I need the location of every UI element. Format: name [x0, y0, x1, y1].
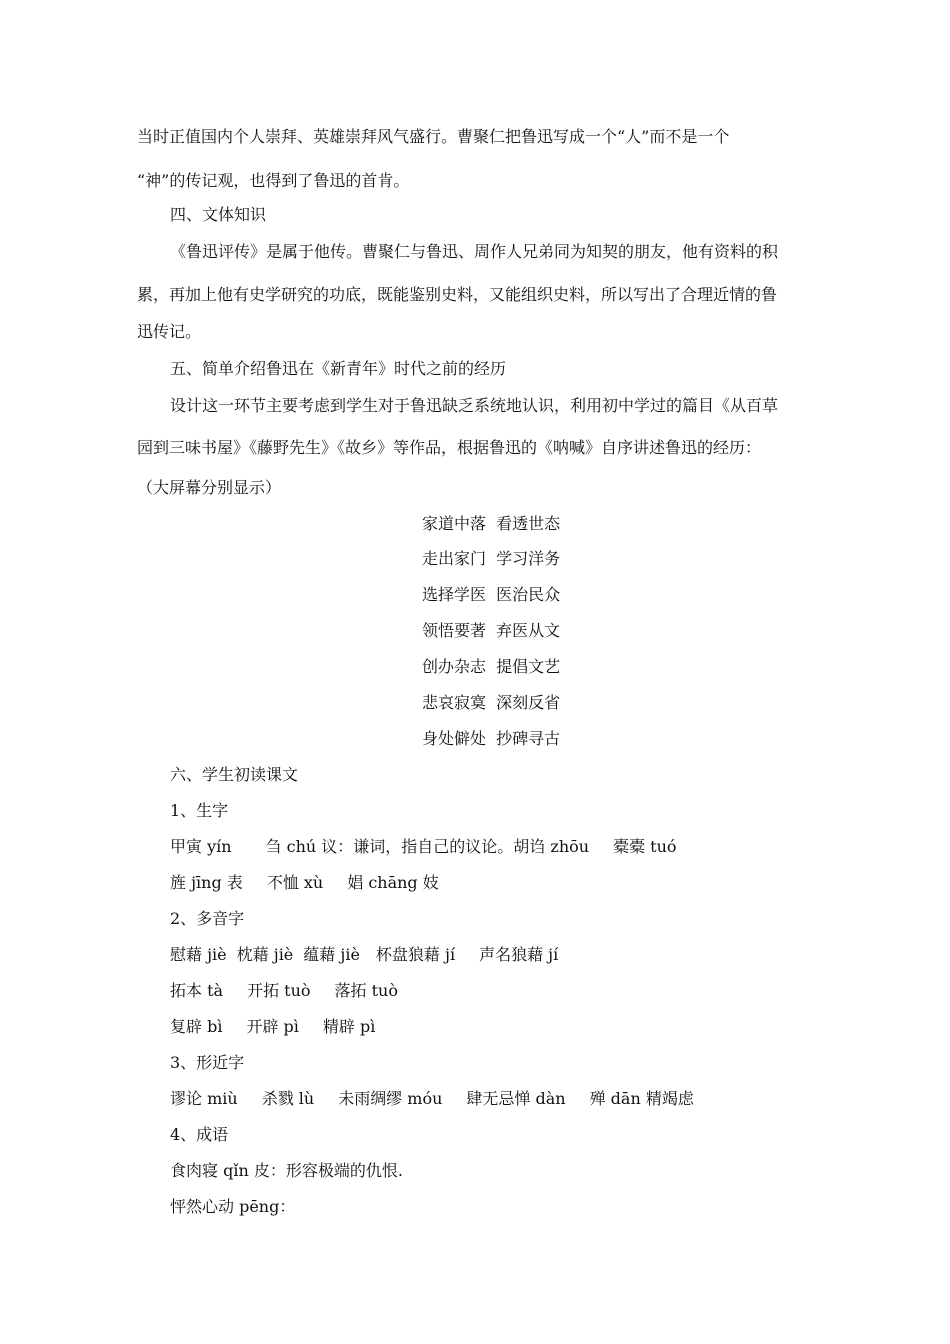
paragraph-line: 累，再加上他有史学研究的功底，既能鉴别史料，又能组织史料，所以写出了合理近情的鲁 [137, 285, 778, 304]
stage-line: 选择学医 医治民众 [422, 585, 561, 604]
vocab-item: 精辟 pì [322, 1017, 376, 1036]
vocab-item: 蕴藉 jiè [303, 945, 360, 964]
stage-line: 悲哀寂寞 深刻反省 [422, 693, 561, 712]
vocab-item: 甲寅 yín [170, 837, 232, 856]
subsection-title: 4、成语 [170, 1125, 229, 1144]
vocab-item: 刍 chú 议：谦词，指自己的议论。胡诌 zhōu [265, 837, 590, 856]
stage-line: 领悟要著 弃医从文 [422, 621, 561, 640]
vocab-item: 枕藉 jiè [236, 945, 294, 964]
vocab-item: 开辟 pì [246, 1017, 299, 1036]
subsection-title: 1、生字 [170, 801, 229, 820]
vocab-row [170, 981, 398, 1001]
paragraph-line: 《鲁迅评传》是属于他传。曹聚仁与鲁迅、周作人兄弟同为知契的朋友，他有资料的积 [170, 242, 779, 261]
vocab-item: 不恤 xù [266, 873, 324, 892]
vocab-item: 拓本 tà [170, 981, 224, 1000]
vocab-row [170, 837, 677, 857]
stage-line: 身处僻处 抄碑寻古 [422, 729, 561, 748]
vocab-item: 声名狼藉 jí [479, 945, 559, 964]
vocab-item: 慰藉 jiè [170, 945, 227, 964]
vocab-item: 落拓 tuò [334, 981, 398, 1000]
vocab-item: 谬论 miù [170, 1089, 238, 1108]
vocab-item: 肆无忌惮 dàn [466, 1089, 566, 1108]
subsection-title: 3、形近字 [170, 1053, 245, 1072]
paragraph-line: 园到三味书屋》《藤野先生》《故乡》等作品，根据鲁迅的《呐喊》自序讲述鲁迅的经历： [137, 438, 762, 457]
vocab-item: 旌 jīng 表 [170, 873, 243, 892]
vocab-item: 杯盘狼藉 jí [375, 945, 456, 964]
vocab-item: 娼 chāng 妓 [347, 873, 439, 892]
section-heading-6: 六、学生初读课文 [170, 765, 299, 784]
section-heading-4: 四、文体知识 [170, 205, 267, 224]
vocab-row [170, 945, 558, 965]
vocab-row [170, 1089, 694, 1109]
vocab-item: 殚 dān 精竭虑 [589, 1089, 694, 1108]
paragraph-line: 当时正值国内个人崇拜、英雄崇拜风气盛行。曹聚仁把鲁迅写成一个“人”而不是一个 [137, 127, 730, 146]
vocab-item: 开拓 tuò [247, 981, 311, 1000]
section-heading-5: 五、简单介绍鲁迅在《新青年》时代之前的经历 [170, 359, 507, 378]
vocab-row [170, 1017, 375, 1037]
vocab-item: 复辟 bì [170, 1017, 223, 1036]
vocab-item: 杀戮 lù [261, 1089, 315, 1108]
idiom-line: 怦然心动 pēng： [170, 1197, 296, 1216]
stage-line: 走出家门 学习洋务 [422, 549, 561, 568]
vocab-row [170, 873, 439, 893]
subsection-title: 2、多音字 [170, 909, 245, 928]
stage-line: 创办杂志 提倡文艺 [422, 657, 561, 676]
paragraph-line: 迅传记。 [137, 322, 202, 341]
paragraph-line: 设计这一环节主要考虑到学生对于鲁迅缺乏系统地认识，利用初中学过的篇目《从百草 [170, 396, 779, 415]
vocab-item: 橐橐 tuó [613, 837, 677, 856]
stage-line: 家道中落 看透世态 [422, 514, 561, 533]
vocab-item: 未雨绸缪 móu [338, 1089, 443, 1108]
paragraph-line: （大屏幕分别显示） [137, 478, 282, 497]
idiom-line: 食肉寝 qǐn 皮：形容极端的仇恨. [170, 1161, 403, 1180]
paragraph-line: “神”的传记观，也得到了鲁迅的首肯。 [137, 171, 410, 190]
